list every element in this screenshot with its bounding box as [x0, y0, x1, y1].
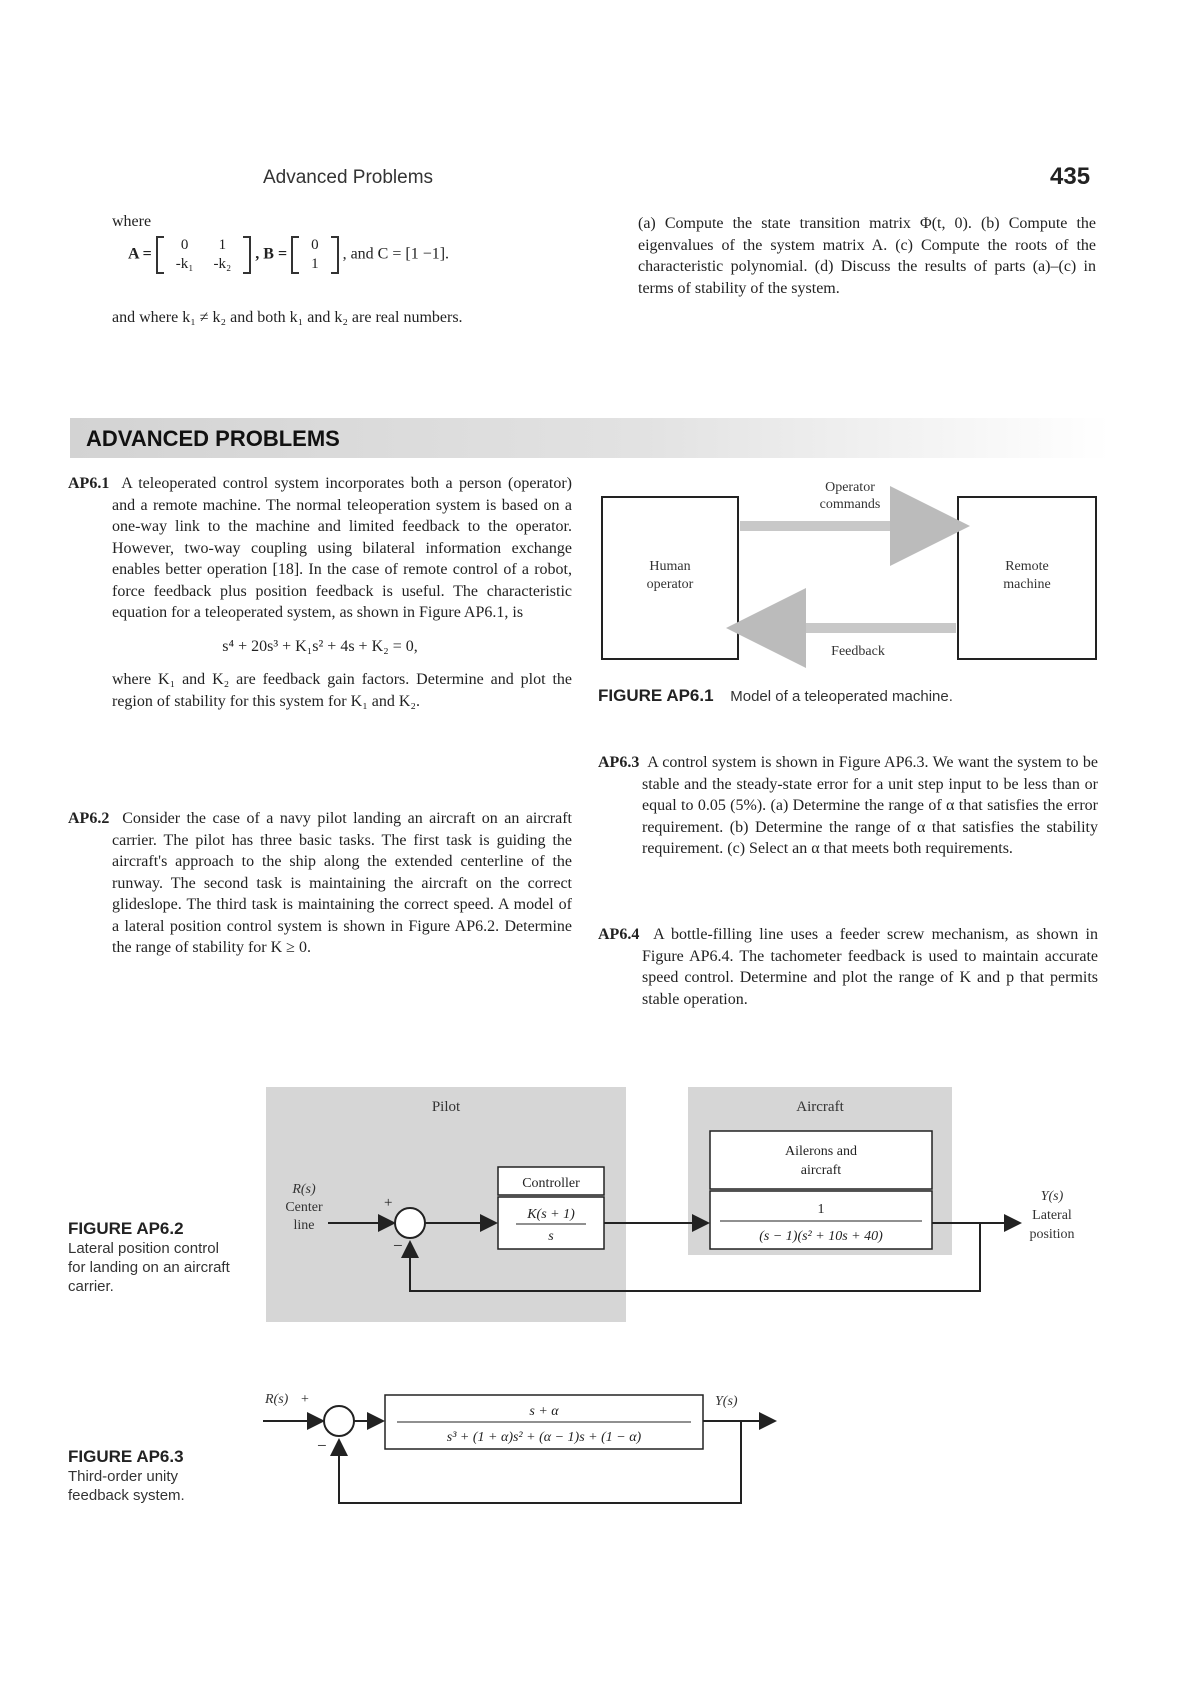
page-number: 435 [1050, 163, 1091, 190]
operator-commands-label-1: Operator [825, 480, 875, 495]
controller-numerator: K(s + 1) [527, 1207, 575, 1222]
a-11: 0 [180, 237, 189, 253]
figure-ap6-2 [260, 1085, 1110, 1330]
ap6-1-equation: s⁴ + 20s³ + K₁s² + 4s + K₂ = 0, [222, 637, 418, 655]
ap6-1-after: where K₁ and K₂ are feedback gain factors. Determine and plot the region of stability for this system for K₁ and K₂. [112, 671, 572, 710]
input-center-label: Center [285, 1200, 323, 1215]
running-header: Advanced Problems [263, 167, 434, 188]
a-12: 1 [218, 237, 227, 253]
problem-ap6-3 [598, 752, 1098, 860]
fig3-caption-title: FIGURE AP6.3 [68, 1447, 184, 1466]
fig3-r-label: R(s) [265, 1392, 289, 1407]
fig3-caption-text: Third-order unity feedback system. [68, 1468, 185, 1504]
b-1: 0 [311, 237, 319, 253]
feedback-label: Feedback [831, 644, 885, 659]
figure-ap6-3 [255, 1385, 785, 1530]
fig1-caption-title: FIGURE AP6.1 [598, 686, 714, 705]
real-numbers-text: and where k₁ ≠ k₂ and both k₁ and k₂ are real numbers. [112, 309, 463, 326]
matrix-b [291, 236, 339, 274]
b-2: 1 [311, 256, 319, 272]
ap6-3-text: A control system is shown in Figure AP6.3. We want the system to be stable and the steady-state error for a unit step input to be less than or equal to 0.05 (5%). (a) Determine the range of α that satisfies the error requirement. (b) Determine the range of α that satisfies the stability requirement. (c) Select an α that meets both requirements. [642, 754, 1099, 857]
ap6-3-label: AP6.3 [598, 754, 640, 771]
figure-ap6-1 [600, 478, 1100, 668]
figure-ap6-2-caption [68, 1219, 238, 1296]
sum-plus: + [384, 1195, 393, 1211]
matrix-a [156, 236, 251, 274]
fig2-caption-title: FIGURE AP6.2 [68, 1219, 184, 1238]
fig3-summing-junction [324, 1406, 354, 1436]
output-lateral-label: Lateral [1032, 1208, 1072, 1223]
plant-denominator: (s − 1)(s² + 10s + 40) [759, 1229, 883, 1244]
operator-commands-label-2: commands [819, 497, 881, 512]
ap6-1-text: A teleoperated control system incorporates both a person (operator) and a remote machine. The normal teleoperation system is based on a one-way link to the machine and limited feedback to the operator. However, two-way coupling using bilateral information exchange enables better operation [18]. In the case of remote control of a robot, force feedback plus position feedback is useful. The characteristic equation for a teleoperated system, as shown in Figure AP6.1, is [112, 475, 572, 621]
a-21: -k₁ [175, 256, 194, 272]
input-r-label: R(s) [292, 1182, 316, 1197]
ap6-2-text: Consider the case of a navy pilot landing an aircraft on an aircraft carrier. The pilot has three basic tasks. The first task is guiding the aircraft's approach to the ship along the extended centerline of the runway. The second task is maintaining the aircraft on the correct glideslope. The third task is maintaining the correct speed. A model of a lateral position control system is shown in Figure AP6.2. Determine the range of stability for K ≥ 0. [112, 810, 573, 956]
ailerons-title-1: Ailerons and [785, 1144, 857, 1159]
sum-minus: − [393, 1236, 403, 1255]
problem-ap6-4 [598, 924, 1098, 1010]
ailerons-title-2: aircraft [800, 1163, 842, 1178]
input-line-label: line [293, 1218, 315, 1233]
problem-ap6-1 [68, 473, 572, 712]
summing-junction [395, 1208, 425, 1238]
fig3-denominator: s³ + (1 + α)s² + (α − 1)s + (1 − α) [446, 1430, 642, 1445]
fig3-plus: + [301, 1392, 309, 1407]
a-22: -k₂ [213, 256, 232, 272]
problem-ap6-2 [68, 808, 572, 959]
fig3-y-label: Y(s) [715, 1394, 738, 1409]
aircraft-label: Aircraft [796, 1099, 844, 1115]
fig3-numerator: s + α [529, 1404, 559, 1419]
fig2-caption-text: Lateral position control for landing on an aircraft carrier. [68, 1240, 230, 1295]
where-text: where [112, 213, 152, 230]
ap6-4-text: A bottle-filling line uses a feeder screw mechanism, as shown in Figure AP6.4. The tachometer feedback is used to maintain accurate speed control. Determine and plot the range of K and p that permits stable operation. [642, 926, 1098, 1008]
output-y-label: Y(s) [1040, 1189, 1064, 1204]
matrix-b-label: , B = [255, 245, 288, 263]
plant-numerator: 1 [817, 1202, 825, 1217]
output-position-label: position [1029, 1227, 1075, 1242]
matrix-c: , and C = [1 −1]. [342, 245, 450, 263]
pilot-label: Pilot [431, 1099, 461, 1115]
section-title: ADVANCED PROBLEMS [86, 426, 340, 451]
ap6-4-label: AP6.4 [598, 926, 640, 943]
ap6-2-label: AP6.2 [68, 810, 110, 827]
figure-ap6-3-caption [68, 1447, 238, 1505]
ailerons-title-box [710, 1131, 932, 1189]
matrix-equation [128, 236, 449, 274]
figure-ap6-1-caption [598, 686, 953, 706]
state-transition-text: (a) Compute the state transition matrix Φ(t, 0). (b) Compute the eigenvalues of the system matrix A. (c) Compute the roots of the characteristic polynomial. (d) Discuss the results of parts (a)–(c) in terms of stability of the system. [638, 215, 1096, 297]
human-label-1: Human [649, 559, 691, 574]
controller-denominator: s [548, 1229, 554, 1244]
ap6-1-label: AP6.1 [68, 475, 110, 492]
remote-label-2: machine [1003, 577, 1051, 592]
controller-title: Controller [522, 1176, 580, 1191]
fig3-minus: − [317, 1436, 327, 1455]
remote-label-1: Remote [1005, 559, 1049, 574]
human-label-2: operator [646, 577, 694, 592]
fig1-caption-text: Model of a teleoperated machine. [730, 688, 953, 705]
matrix-a-label: A = [128, 245, 152, 263]
